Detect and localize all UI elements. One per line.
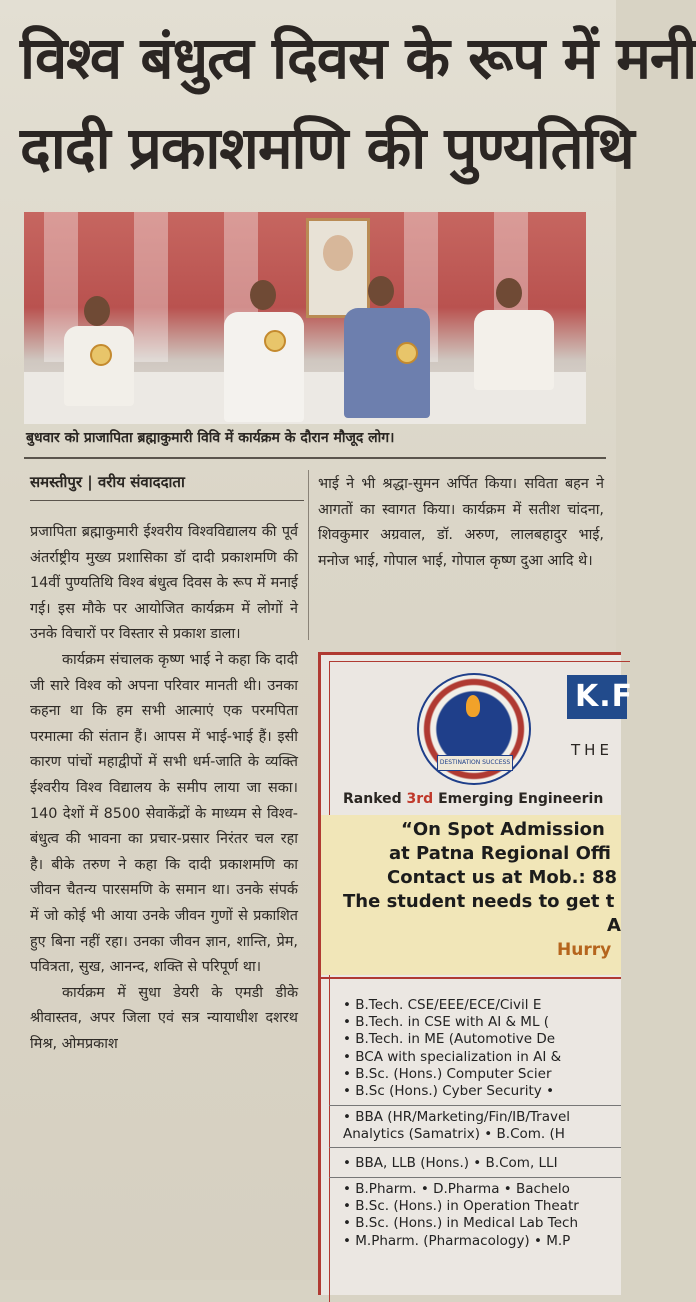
person-head xyxy=(368,276,394,306)
person-body xyxy=(224,312,304,422)
admission-line-3: Contact us at Mob.: 88 xyxy=(387,867,618,888)
course-item: • B.Tech. in ME (Automotive De xyxy=(343,1031,556,1048)
course-item: • BCA with specialization in AI & xyxy=(343,1048,562,1065)
course-item: • BBA, LLB (Hons.) • B.Com, LLI xyxy=(343,1155,558,1171)
column-divider xyxy=(308,470,309,640)
course-item: • B.Tech. in CSE with AI & ML ( xyxy=(343,1014,550,1031)
curtain-fold xyxy=(134,212,168,362)
course-separator xyxy=(329,1105,621,1106)
ad-divider xyxy=(321,977,621,979)
admission-line-4: The student needs to get t xyxy=(343,891,615,912)
ranking-highlight: 3rd xyxy=(406,791,434,807)
course-item: • B.Pharm. • D.Pharma • Bachelo xyxy=(343,1181,570,1197)
badge xyxy=(396,342,418,364)
brand-name: K.F xyxy=(575,679,634,714)
article-column-right xyxy=(318,472,604,574)
ranking-line xyxy=(343,791,603,807)
ranking-prefix: Ranked xyxy=(343,791,407,807)
portrait-face xyxy=(323,235,353,271)
person-body xyxy=(344,308,430,418)
course-item: • B.Sc (Hons.) Cyber Security • xyxy=(343,1083,555,1100)
course-item: • BBA (HR/Marketing/Fin/IB/Travel xyxy=(343,1109,571,1125)
ranking-suffix: Emerging Engineerin xyxy=(433,791,604,807)
article-column-left xyxy=(30,520,298,1057)
person-body xyxy=(474,310,554,390)
torch-flame-icon xyxy=(466,695,480,717)
person-body xyxy=(64,326,134,406)
person-head xyxy=(250,280,276,310)
course-item: • B.Sc. (Hons.) in Medical Lab Tech xyxy=(343,1215,578,1232)
caption-rule xyxy=(24,457,606,459)
headline-line-2: दादी प्रकाशमणि की पुण्यतिथि xyxy=(20,114,634,182)
photo-caption: बुधवार को प्राजापिता ब्रह्माकुमारी विवि में कार्यक्रम के दौरान मौजूद लोग। xyxy=(26,430,395,446)
headline-line-1: विश्व बंधुत्व दिवस के रूप में मनी xyxy=(20,24,696,92)
college-advertisement xyxy=(318,652,634,1295)
course-item: Analytics (Samatrix) • B.Com. (H xyxy=(343,1126,565,1143)
badge xyxy=(90,344,112,366)
course-item: • B.Tech. CSE/EEE/ECE/Civil E xyxy=(343,997,542,1013)
course-list-3 xyxy=(343,1155,558,1172)
article-paragraph: भाई ने भी श्रद्धा-सुमन अर्पित किया। सविता बहन ने आगतों का स्वागत किया। कार्यक्रम में सतीश चांदना, शिवकुमार अग्रवाल, डॉ. अरुण, लालबहादुर भाई, मनोज भाई, गोपाल भाई, गोपाल कृष्ण दुआ आदि थे। xyxy=(318,476,604,569)
event-photo xyxy=(24,212,586,424)
article-paragraph: कार्यक्रम संचालक कृष्ण भाई ने कहा कि दादी जी सारे विश्व को अपना परिवार मानती थी। उनका कहना था कि हम सभी आत्माएं एक परमपिता परमात्मा की संतान हैं। आपस में भाई-भाई हैं। इसी कारण पांचों महाद्वीपों में सभी धर्म-जाति के व्यक्ति ईश्वरीय विश्व विद्यालय के समीप लाया जा सका। 140 देशों में 8500 सेवाकेंद्रों के माध्यम से विश्व-बंधुत्व की भावना का प्रचार-प्रसार निरंतर चल रहा है। बीके तरुण ने कहा कि दादी प्रकाशमणि का जीवन चैतन्य पारसमणि के समान था। उनके संपर्क में जो कोई भी आया उनके जीवन गुणों से प्रकाशित हुए बिना नहीं रहा। उनका जीवन ज्ञान, शान्ति, प्रेम, पवित्रता, सुख, आनन्द, शक्ति से परिपूर्ण था। xyxy=(30,651,298,976)
course-list-4 xyxy=(343,1181,579,1250)
admission-line-5: A xyxy=(607,915,621,936)
article-paragraph: प्रजापिता ब्रह्माकुमारी ईश्वरीय विश्वविद्यालय की पूर्व अंतर्राष्ट्रीय मुख्य प्रशासिका डॉ दादी प्रकाशमणि की 14वीं पुण्यतिथि विश्व बंधुत्व दिवस के रूप में मनाई गई। इस मौके पर आयोजित कार्यक्रम में लोगों ने उनके विचारों पर विस्तार से प्रकाश डाला। xyxy=(30,524,298,643)
course-item: • M.Pharm. (Pharmacology) • M.P xyxy=(343,1232,571,1249)
course-item: • B.Sc. (Hons.) in Operation Theatr xyxy=(343,1198,579,1215)
college-crest-logo xyxy=(417,673,531,785)
hurry-text: Hurry xyxy=(557,940,612,960)
admission-line-2: at Patna Regional Offi xyxy=(389,843,611,864)
portrait-frame xyxy=(306,218,370,318)
article-paragraph: कार्यक्रम में सुधा डेयरी के एमडी डीके श्रीवास्तव, अपर जिला एवं सत्र न्यायाधीश दशरथ मिश्र, ओमप्रकाश xyxy=(30,984,298,1052)
person-head xyxy=(496,278,522,308)
admission-line-1: “On Spot Admission xyxy=(401,819,605,840)
course-list-1 xyxy=(343,997,561,1100)
course-separator xyxy=(329,1147,621,1148)
byline: समस्तीपुर | वरीय संवाददाता xyxy=(30,473,185,491)
person-head xyxy=(84,296,110,326)
course-separator xyxy=(329,1177,621,1178)
brand-subtitle: THE xyxy=(571,741,613,759)
course-list-2 xyxy=(343,1109,570,1143)
course-item: • B.Sc. (Hons.) Computer Scier xyxy=(343,1065,552,1082)
badge xyxy=(264,330,286,352)
byline-rule xyxy=(30,500,304,501)
logo-banner: DESTINATION SUCCESS xyxy=(437,755,513,771)
